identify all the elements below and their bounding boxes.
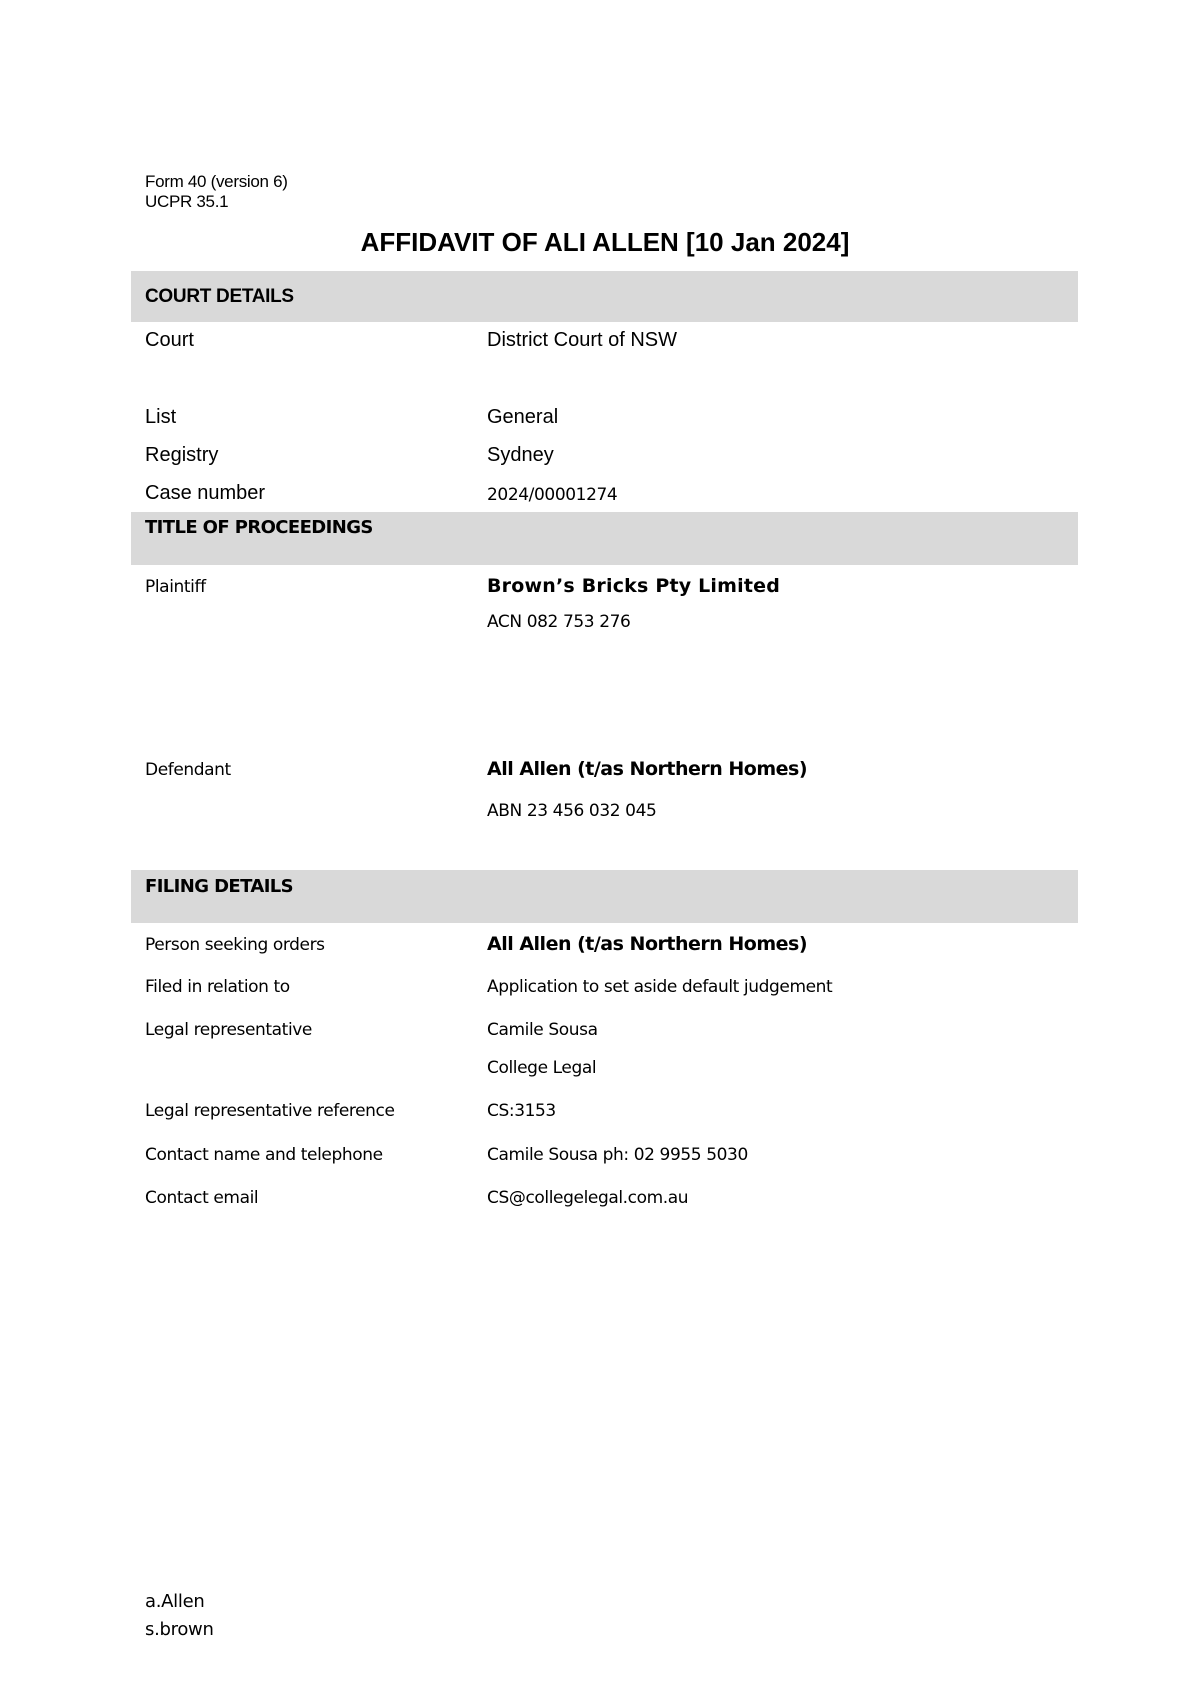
person-seeking-orders-value: All Allen (t/as Northern Homes) (487, 933, 808, 955)
page-footer (145, 1588, 214, 1644)
list-value: General (487, 406, 559, 428)
court-label: Court (145, 329, 194, 351)
court-value: District Court of NSW (487, 329, 678, 351)
case-number-label: Case number (145, 482, 266, 504)
defendant-abn: ABN 23 456 032 045 (487, 801, 657, 821)
defendant-name: All Allen (t/as Northern Homes) (487, 758, 808, 780)
proceedings-heading: TITLE OF PROCEEDINGS (145, 517, 373, 538)
form-reference (145, 172, 288, 212)
person-seeking-orders-label: Person seeking orders (145, 935, 325, 955)
footer-initials-2: s.brown (145, 1619, 214, 1640)
plaintiff-name: Brown’s Bricks Pty Limited (487, 575, 781, 597)
legal-representative-firm: College Legal (487, 1058, 597, 1078)
plaintiff-label: Plaintiff (145, 577, 206, 597)
plaintiff-acn: ACN 082 753 276 (487, 612, 631, 632)
legal-reference-label: Legal representative reference (145, 1101, 395, 1121)
legal-reference-value: CS:3153 (487, 1101, 556, 1121)
footer-initials-1: a.Allen (145, 1591, 205, 1612)
filed-in-relation-label: Filed in relation to (145, 977, 290, 997)
court-details-heading: COURT DETAILS (145, 286, 294, 307)
filing-details-header (131, 870, 1078, 923)
contact-email-value: CS@collegelegal.com.au (487, 1188, 689, 1208)
defendant-label: Defendant (145, 760, 231, 780)
registry-value: Sydney (487, 444, 554, 466)
legal-representative-name: Camile Sousa (487, 1020, 598, 1040)
filing-details-heading: FILING DETAILS (145, 876, 294, 897)
contact-email-label: Contact email (145, 1188, 259, 1208)
case-number-value: 2024/00001274 (487, 485, 618, 505)
legal-representative-label: Legal representative (145, 1020, 312, 1040)
document-title: AFFIDAVIT OF ALI ALLEN [10 Jan 2024] (360, 227, 850, 257)
proceedings-header (131, 512, 1078, 565)
list-label: List (145, 406, 177, 428)
form-version: Form 40 (version 6) (145, 172, 288, 191)
contact-value: Camile Sousa ph: 02 9955 5030 (487, 1145, 748, 1165)
rule-reference: UCPR 35.1 (145, 192, 229, 211)
registry-label: Registry (145, 444, 219, 466)
court-details-header (131, 271, 1078, 322)
contact-label: Contact name and telephone (145, 1145, 383, 1165)
filed-in-relation-value: Application to set aside default judgement (487, 977, 833, 997)
